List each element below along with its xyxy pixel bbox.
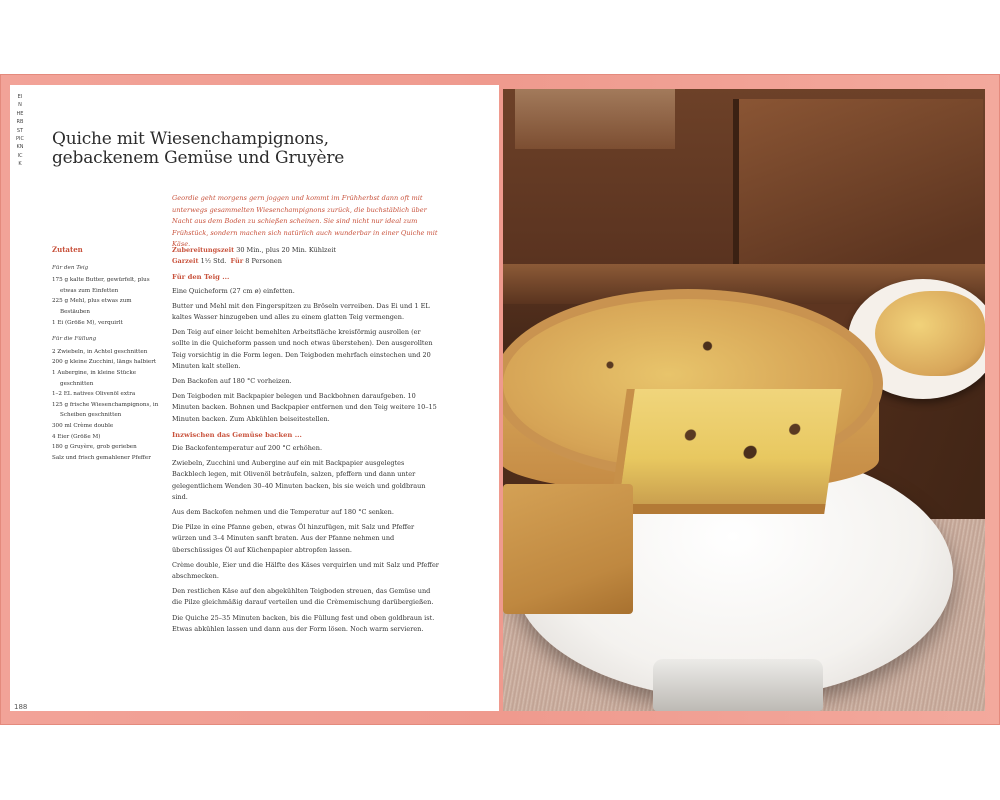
method-step: Aus dem Backofen nehmen und die Temperatur auf 180 °C senken. bbox=[172, 508, 394, 517]
left-page bbox=[10, 85, 499, 711]
ingredient-item: 175 g kalte Butter, gewürfelt, plus etwas zum Einfetten bbox=[52, 277, 150, 294]
prep-label: Zubereitungszeit bbox=[172, 246, 235, 254]
quiche-crust-front bbox=[503, 484, 633, 614]
ingredient-item: 180 g Gruyère, grob gerieben bbox=[52, 444, 137, 451]
recipe-intro: Geordie geht morgens gern joggen und kommt im Frühherbst dann oft mit unterwegs gesammelten Wiesenchampignons zurück, die buchstäblich über Nacht aus dem Boden zu schießen scheinen. Sie sind nicht nur ideal zum Frühstück, sondern machen sich natürlich auch wunderbar in einer Quiche mit Käse. bbox=[172, 194, 438, 248]
title-line-1: Quiche mit Wiesenchampignons, bbox=[52, 129, 329, 149]
quiche-photo bbox=[503, 89, 985, 711]
ingredients-heading: Zutaten bbox=[52, 245, 83, 254]
ingredient-item: 200 g kleine Zucchini, längs halbiert bbox=[52, 359, 157, 366]
ingredient-item: 1 Aubergine, in kleine Stücke geschnitten bbox=[52, 369, 137, 387]
ingredient-item: 125 g frische Wiesenchampignons, in Scheiben geschnitten bbox=[52, 401, 159, 419]
method-step: Eine Quicheform (27 cm ø) einfetten. bbox=[172, 286, 295, 295]
prep-time bbox=[172, 245, 440, 256]
ingredient-item: 1 Ei (Größe M), verquirlt bbox=[52, 319, 123, 326]
ingredient-item: 4 Eier (Größe M) bbox=[52, 433, 101, 440]
dough-method-heading: Für den Teig ... bbox=[172, 273, 230, 282]
method-step: Die Backofentemperatur auf 200 °C erhöhen. bbox=[172, 444, 323, 453]
method-step: Butter und Mehl mit den Fingerspitzen zu Bröseln verreiben. Das Ei und 1 EL kaltes Wasser hinzugeben und alles zu einem glatten Teig vermengen. bbox=[172, 301, 430, 322]
method-step: Den Teig auf einer leicht bemehlten Arbeitsfläche kreisförmig ausrollen (er sollte in die Quicheform passen und noch etwas überstehen). Den ausgerollten Teig vorsichtig in die Form legen. Den Teigboden mehrfach einstechen und 20 Minuten kalt stellen. bbox=[172, 328, 433, 370]
ingredients-column bbox=[52, 245, 160, 469]
cook-time-and-servings bbox=[172, 256, 440, 267]
vegetable-method-heading: Inzwischen das Gemüse backen ... bbox=[172, 430, 302, 439]
recipe-title bbox=[52, 130, 352, 168]
method-column bbox=[172, 245, 440, 639]
cook-value: 1½ Std. bbox=[200, 257, 227, 266]
serves-label: Für bbox=[230, 257, 244, 266]
method-step: Den Teigboden mit Backpapier belegen und Backbohnen daraufgeben. 10 Minuten backen. Bohnen und Backpapier entfernen und den Teig weitere 10–15 Minuten backen. Zum Abkühlen beiseitestellen. bbox=[172, 392, 437, 423]
filling-ingredients-list bbox=[52, 347, 160, 464]
serves-value: 8 Personen bbox=[245, 257, 282, 266]
method-step: Die Pilze in eine Pfanne geben, etwas Öl hinzufügen, mit Salz und Pfeffer würzen und 3–4 Minuten sanft braten. Aus der Pfanne nehmen und überschüssiges Öl auf Küchenpapier abtropfen lassen. bbox=[172, 523, 415, 554]
ingredient-item: 225 g Mehl, plus etwas zum Bestäuben bbox=[52, 298, 132, 315]
quiche-cut-face bbox=[609, 389, 842, 514]
ingredient-item: 300 ml Crème double bbox=[52, 422, 114, 429]
prep-value: 30 Min., plus 20 Min. Kühlzeit bbox=[236, 246, 337, 254]
quiche-slice-on-plate bbox=[875, 291, 985, 376]
cook-label: Garzeit bbox=[172, 257, 199, 266]
method-step: Die Quiche 25–35 Minuten backen, bis die Füllung fest und oben goldbraun ist. Etwas abkühlen lassen und dann aus der Form lösen. Noch warm servieren. bbox=[172, 613, 435, 633]
dough-subheading: Für den Teig bbox=[52, 264, 89, 271]
title-line-2: gebackenem Gemüse und Gruyère bbox=[52, 148, 345, 168]
method-step: Zwiebeln, Zucchini und Aubergine auf ein mit Backpapier ausgelegtes Backblech legen, mit Olivenöl beträufeln, salzen, pfeffern und dann unter gelegentlichem Wenden 30–40 Minuten backen, bis sie weich und goldbraun sind. bbox=[172, 459, 426, 501]
ingredient-item: 1–2 EL natives Olivenöl extra bbox=[52, 391, 136, 398]
filling-subheading: Für die Füllung bbox=[52, 336, 97, 343]
ingredient-item: Salz und frisch gemahlener Pfeffer bbox=[52, 454, 151, 461]
running-head: EIN HERBSTPICKNICK bbox=[16, 94, 24, 168]
window-light bbox=[515, 89, 675, 149]
method-step: Den Backofen auf 180 °C vorheizen. bbox=[172, 377, 292, 386]
method-step: Den restlichen Käse auf den abgekühlten Teigboden streuen, das Gemüse und die Pilze gleichmäßig darauf verteilen und die Crèmemischung darübergießen. bbox=[172, 587, 434, 607]
ingredient-item: 2 Zwiebeln, in Achtel geschnitten bbox=[52, 348, 148, 355]
page-number: 188 bbox=[14, 703, 28, 711]
dough-ingredients-list bbox=[52, 275, 160, 328]
cake-stand-foot bbox=[653, 659, 823, 711]
book-spread bbox=[0, 74, 1000, 725]
method-step: Crème double, Eier und die Hälfte des Käses verquirlen und mit Salz und Pfeffer abschmecken. bbox=[172, 560, 439, 581]
